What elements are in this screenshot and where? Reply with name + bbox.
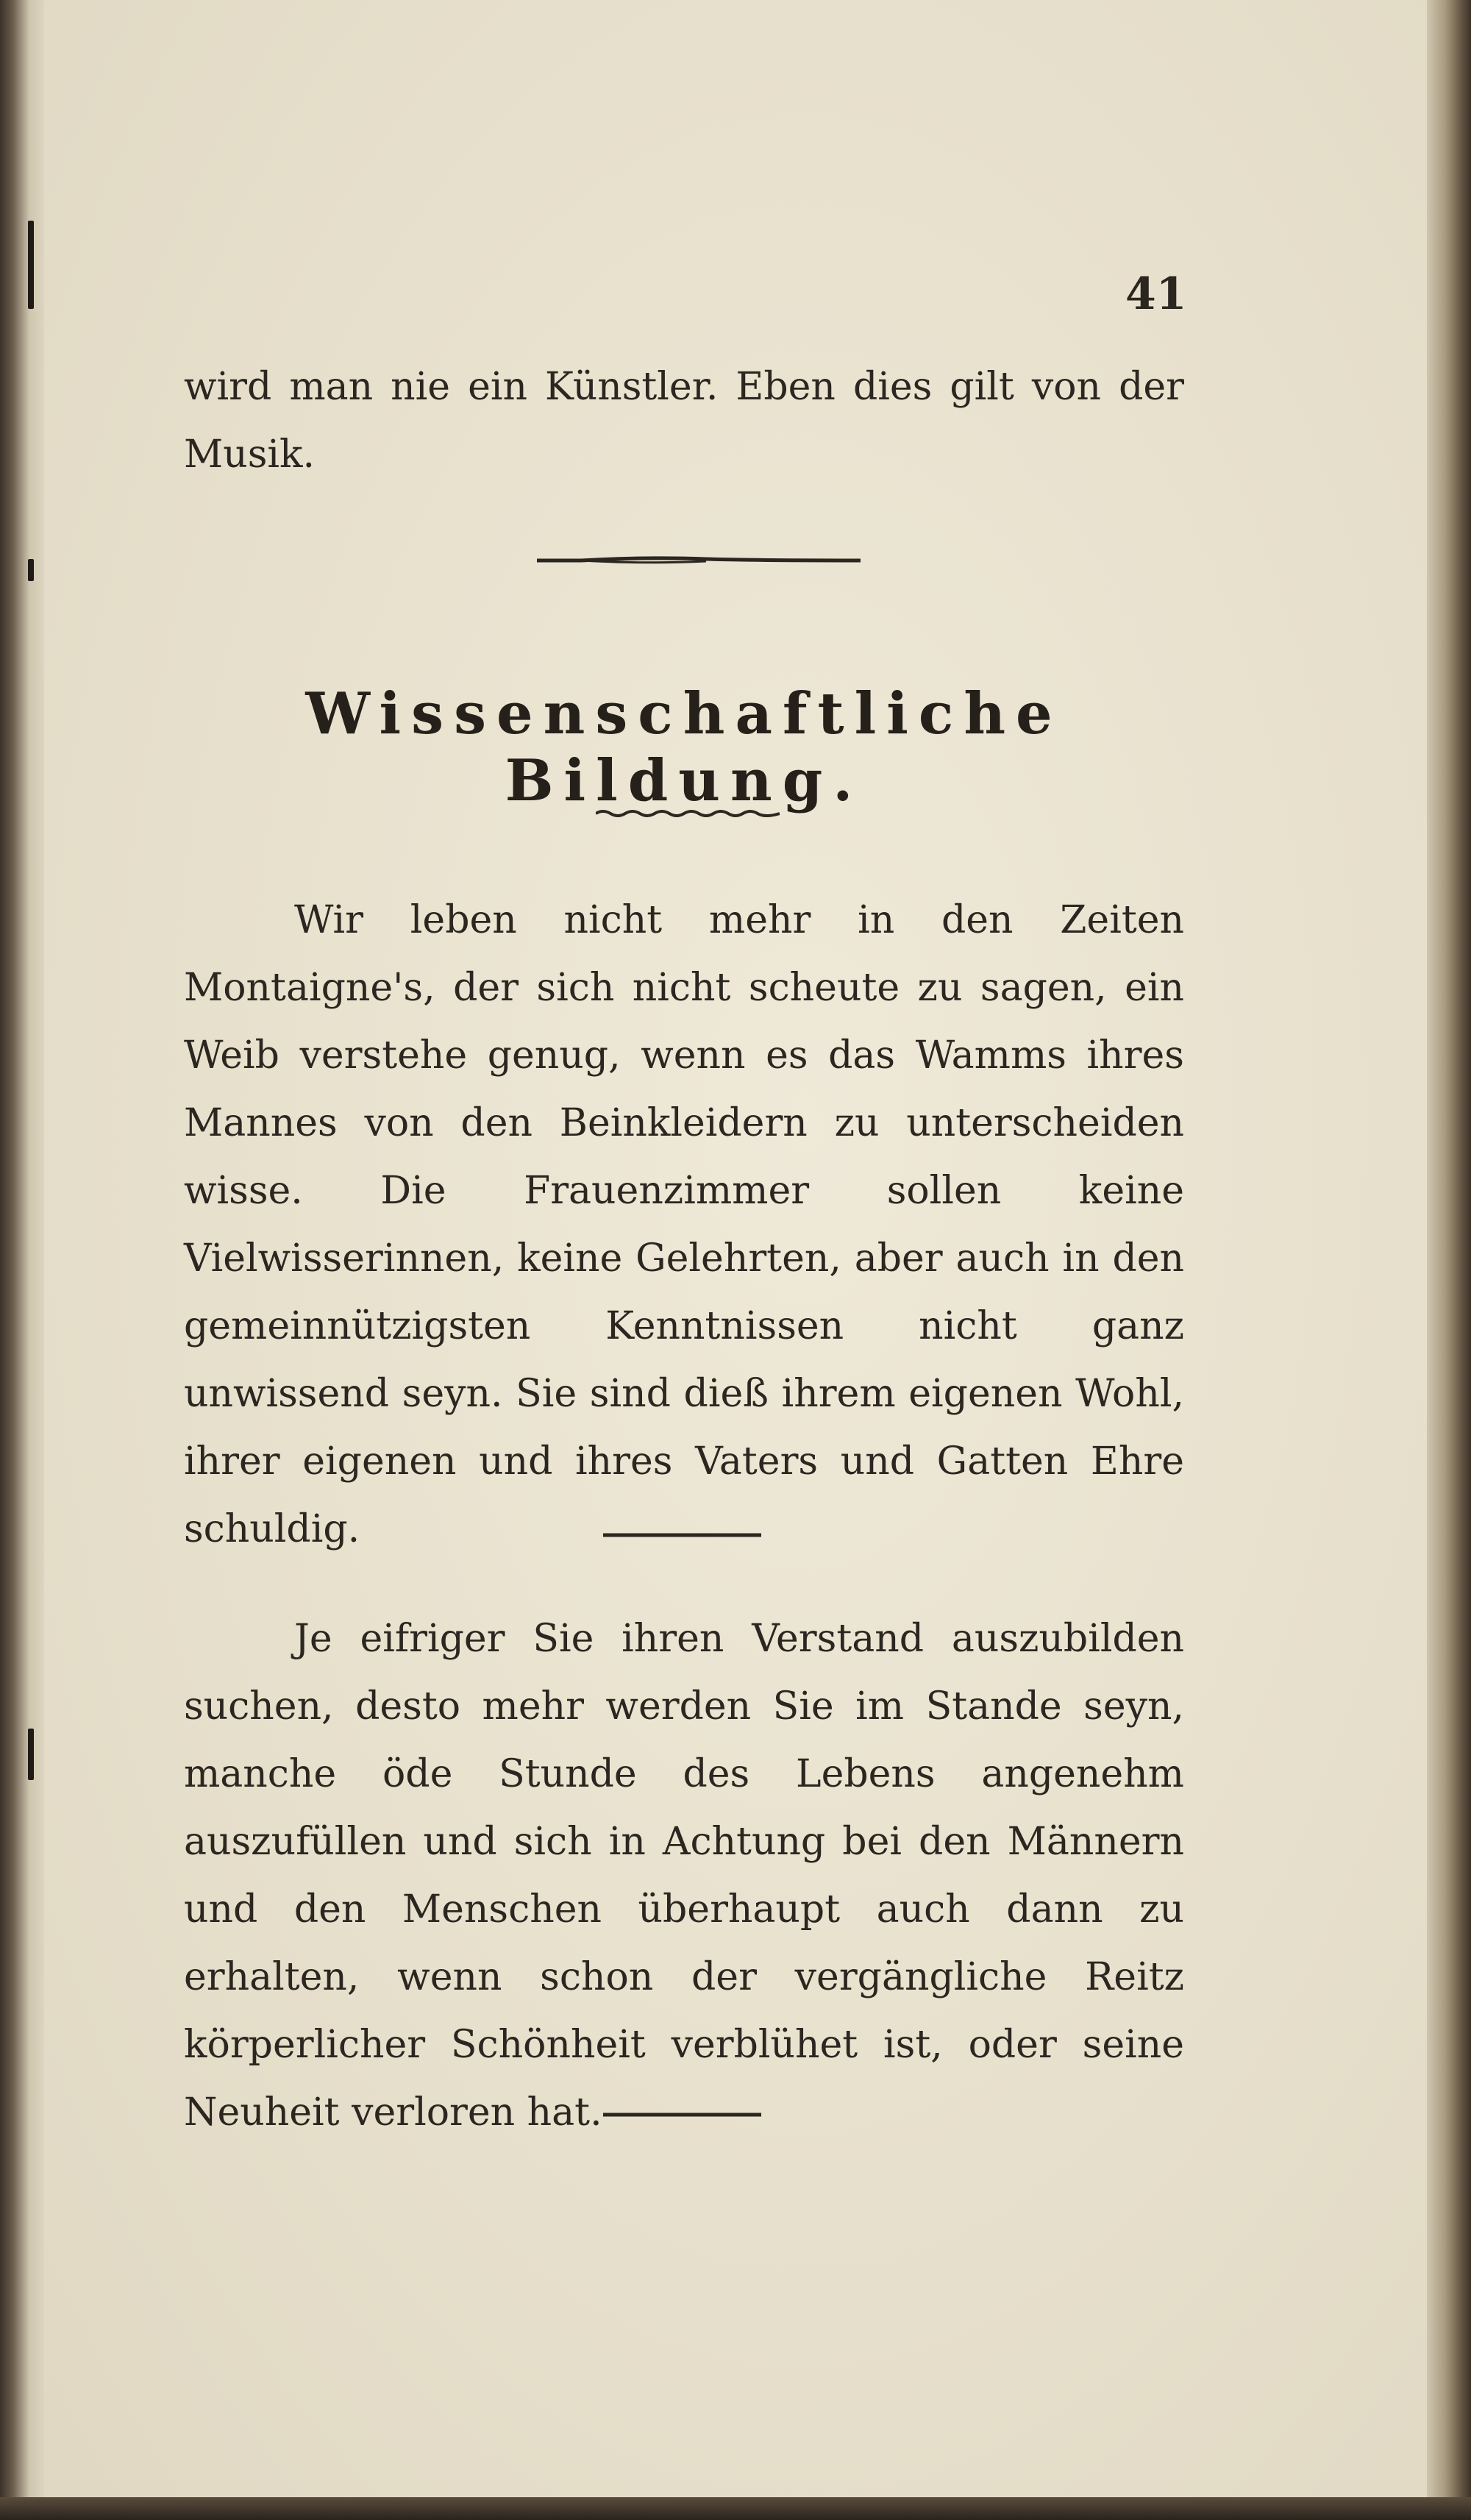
- top-text-line: wird man nie ein Künstler. Eben dies gilt von der Musik.: [184, 365, 1184, 477]
- spine-mark: [28, 1729, 34, 1780]
- end-divider: [603, 2111, 761, 2118]
- paragraph-2: [184, 1605, 1184, 2146]
- paragraph-2-text: Je eifriger Sie ihren Verstand auszubilden suchen, desto mehr werden Sie im Stande seyn, manche öde Stunde des Lebens angenehm auszufüllen und sich in Achtung bei den Männern und den Menschen überhaupt auch dann zu erhalten, wenn schon der vergängliche Reitz körperlicher Schönheit verblühet ist, oder seine Neuheit verloren hat.: [184, 1617, 1184, 2135]
- top-text: [184, 353, 1184, 488]
- section-divider: [537, 555, 861, 566]
- paragraph-1: [184, 886, 1184, 1563]
- page-number: 41: [1125, 268, 1187, 320]
- heading-ornament: [596, 808, 780, 819]
- page-bottom-edge: [0, 2497, 1471, 2520]
- paragraph-1-text: Wir leben nicht mehr in den Zeiten Montaigne's, der sich nicht scheute zu sagen, ein Weib verstehe genug, wenn es das Wamms ihres Mannes von den Beinkleidern zu unterscheiden wisse. Die Frauenzimmer sollen keine Vielwisserinnen, keine Gelehrten, aber auch in den gemeinnützigsten Kenntnissen nicht ganz unwissend seyn. Sie sind dieß ihrem eigenen Wohl, ihrer eigenen und ihres Vaters und Gatten Ehre schuldig.: [184, 898, 1184, 1551]
- spine-mark: [28, 559, 34, 581]
- spine-mark: [28, 221, 34, 309]
- paragraph-divider: [603, 1531, 761, 1539]
- section-heading: Wissenschaftliche Bildung.: [305, 680, 1063, 814]
